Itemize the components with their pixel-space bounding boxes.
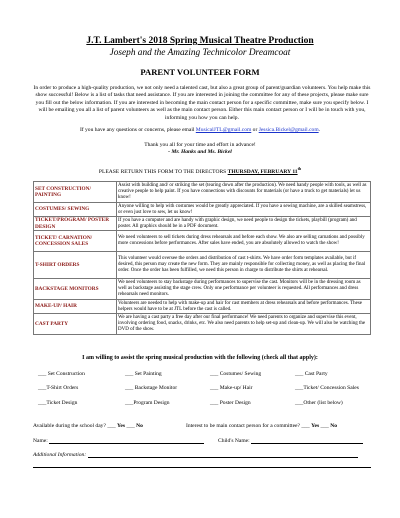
thank-you-line: Thank you all for your time and effort in advance! <box>144 142 256 148</box>
thank-you-block <box>0 142 400 157</box>
contact-suffix: . <box>318 127 321 133</box>
duty-role: MAKE-UP/ HAIR <box>34 300 117 314</box>
child-name-row <box>218 438 363 444</box>
duty-description: We need volunteers to sell tickets during dress rehearsals and before each show. We also are selling carnations and possibly more concessions before performances. After sales have ended, you are absolutely allowed to watch the show! <box>117 231 371 252</box>
contact-person-question <box>186 423 337 429</box>
additional-info-label: Additional Information: <box>33 452 87 458</box>
duty-row <box>34 231 371 252</box>
duty-description: If you have a computer and are handy with graphic design, we need people to design the tickets, playbill (program) and poster. All graphics should be in a PDF document. <box>117 217 371 231</box>
availability-label: Available during the school day? <box>33 423 106 429</box>
contact-or: or <box>251 127 259 133</box>
return-date: THURSDAY, FEBRUARY 11 <box>227 168 298 175</box>
contact-no: No <box>330 423 337 429</box>
checkbox-tshirt-orders[interactable]: ___T-Shirt Orders <box>38 385 79 391</box>
duty-description: We are having a cast party a free day after our final performance! We need parents to organize and supervise this event, involving ordering food, snacks, drinks, etc. We also need parents to help set-up and clean-up. We will also be watching the DVD of the show. <box>117 314 371 335</box>
duty-description: Anyone willing to help with costumes would be greatly appreciated. If you have a sewing machine, are a skilled seamstress, or even just love to sew, let us know! <box>117 203 371 217</box>
checkbox-other[interactable]: ___Other (list below) <box>295 400 343 406</box>
duty-role: TICKET/ CARNATION/ CONCESSION SALES <box>34 231 117 252</box>
checkbox-ticket-concession-sales[interactable]: ___Ticket/ Concession Sales <box>295 385 359 391</box>
email-link-musical[interactable]: MusicalJTL@gmail.com <box>195 127 252 133</box>
return-date-suffix: th <box>297 166 302 171</box>
contact-no-blank[interactable]: ___ <box>320 423 329 429</box>
name-label: Name: <box>33 438 48 444</box>
checklist-heading: I am willing to assist the spring musical production with the following (check all that apply): <box>82 355 318 361</box>
checkbox-costumes-sewing[interactable]: ___ Costumes/ Sewing <box>210 371 262 377</box>
name-field[interactable] <box>49 443 204 444</box>
duties-table <box>33 181 371 335</box>
production-title: J.T. Lambert's 2018 Spring Musical Theatre Production <box>86 36 314 46</box>
contact-person-label: Interest to be main contact person for a committee? <box>186 423 300 429</box>
additional-info-field[interactable] <box>88 457 358 458</box>
child-name-label: Child's Name: <box>218 438 250 444</box>
checkbox-set-painting[interactable]: ___ Set Painting <box>125 371 162 377</box>
duty-description: Assist with building and/ or striking the set (tearing down after the production). We need handy people with tools, as well as creative people to help paint. If you have connections with discounts for materials (or have a truck to get materials) let us know! <box>117 182 371 203</box>
duty-row <box>34 314 371 335</box>
availability-yes-blank[interactable]: ___ <box>107 423 116 429</box>
checkbox-program-design[interactable]: ___Program Design <box>125 400 170 406</box>
duty-description: Volunteers are needed to help with make-up and hair for cast members at dress rehearsals and before performances. These helpers would have to be at JTL before the cast is called. <box>117 300 371 314</box>
availability-question <box>33 423 143 429</box>
availability-no-blank[interactable]: ___ <box>126 423 135 429</box>
duty-row <box>34 182 371 203</box>
duty-row <box>34 217 371 231</box>
signature-line: - Mr. Hanks and Ms. Bickel <box>168 149 232 156</box>
duty-role: T-SHIRT ORDERS <box>34 252 117 279</box>
contact-yes-blank[interactable]: ___ <box>301 423 310 429</box>
checkbox-makeup-hair[interactable]: ___ Make-up/ Hair <box>210 385 253 391</box>
availability-yes: Yes <box>117 423 126 429</box>
duty-row <box>34 300 371 314</box>
contact-yes: Yes <box>311 423 320 429</box>
duty-role: BACKSTAGE MONITORS <box>34 279 117 300</box>
availability-no: No <box>136 423 143 429</box>
duty-row <box>34 279 371 300</box>
checkbox-backstage-monitor[interactable]: ___ Backstage Monitor <box>125 385 178 391</box>
checkbox-cast-party[interactable]: ___ Cast Party <box>295 371 328 377</box>
additional-info-line[interactable] <box>33 466 371 468</box>
checkbox-poster-design[interactable]: ___ Poster Design <box>210 400 251 406</box>
duty-role: CAST PARTY <box>34 314 117 335</box>
child-name-field[interactable] <box>251 443 363 444</box>
checkbox-set-construction[interactable]: ___ Set Construction <box>38 371 85 377</box>
contact-prefix: If you have any questions or concerns, please email <box>79 127 196 133</box>
duty-row <box>34 203 371 217</box>
checkbox-ticket-design[interactable]: ___Ticket Design <box>38 400 78 406</box>
duty-role: COSTUMES/ SEWING <box>34 203 117 217</box>
name-row <box>33 438 204 444</box>
intro-paragraph: In order to produce a high-quality production, we not only need a talented cast, but also a great group of parent/guardian volunteers. You help make this show successful! Below is a list of tasks that need assistance. If you are interested in joining the committee for any of these projects, please make sure you fill out the below information. If you are interested in becoming the main contact person for a specific committee, make sure you specify below. I will be emailing you all a list of parent volunteers as well as the main contact person. Either this main contact person or I will be in touch with you, informing you how you can help. <box>33 85 371 121</box>
contact-line <box>20 127 380 133</box>
email-link-bickel[interactable]: Jessica.Bickel@gmail.com <box>258 127 319 133</box>
additional-info-row <box>33 452 358 458</box>
duty-description: This volunteer would oversee the orders and distribution of cast t-shirts. We have order form templates available, but if desired, this person may create the new form. They are mainly responsible for collecting money, as well as placing the final order. Once the order has been fulfilled, we need this person in charge to distribute the shirts at rehearsal. <box>117 252 371 279</box>
duty-description: We need volunteers to stay backstage during performances to supervise the cast. Monitors will be in the dressing room as well as backstage assisting the stage crew. Only one performance per volunteer is requested. All performances and dress rehearsals need monitors. <box>117 279 371 300</box>
return-instructions <box>0 166 400 175</box>
duty-row <box>34 252 371 279</box>
duty-role: TICKET/PROGRAM/ POSTER DESIGN <box>34 217 117 231</box>
show-subtitle: Joseph and the Amazing Technicolor Dreamcoat <box>109 48 291 58</box>
form-heading: PARENT VOLUNTEER FORM <box>140 67 260 77</box>
duty-role: SET CONSTRUCTION/ PAINTING <box>34 182 117 203</box>
return-prefix: PLEASE RETURN THIS FORM TO THE DIRECTORS <box>98 168 228 175</box>
